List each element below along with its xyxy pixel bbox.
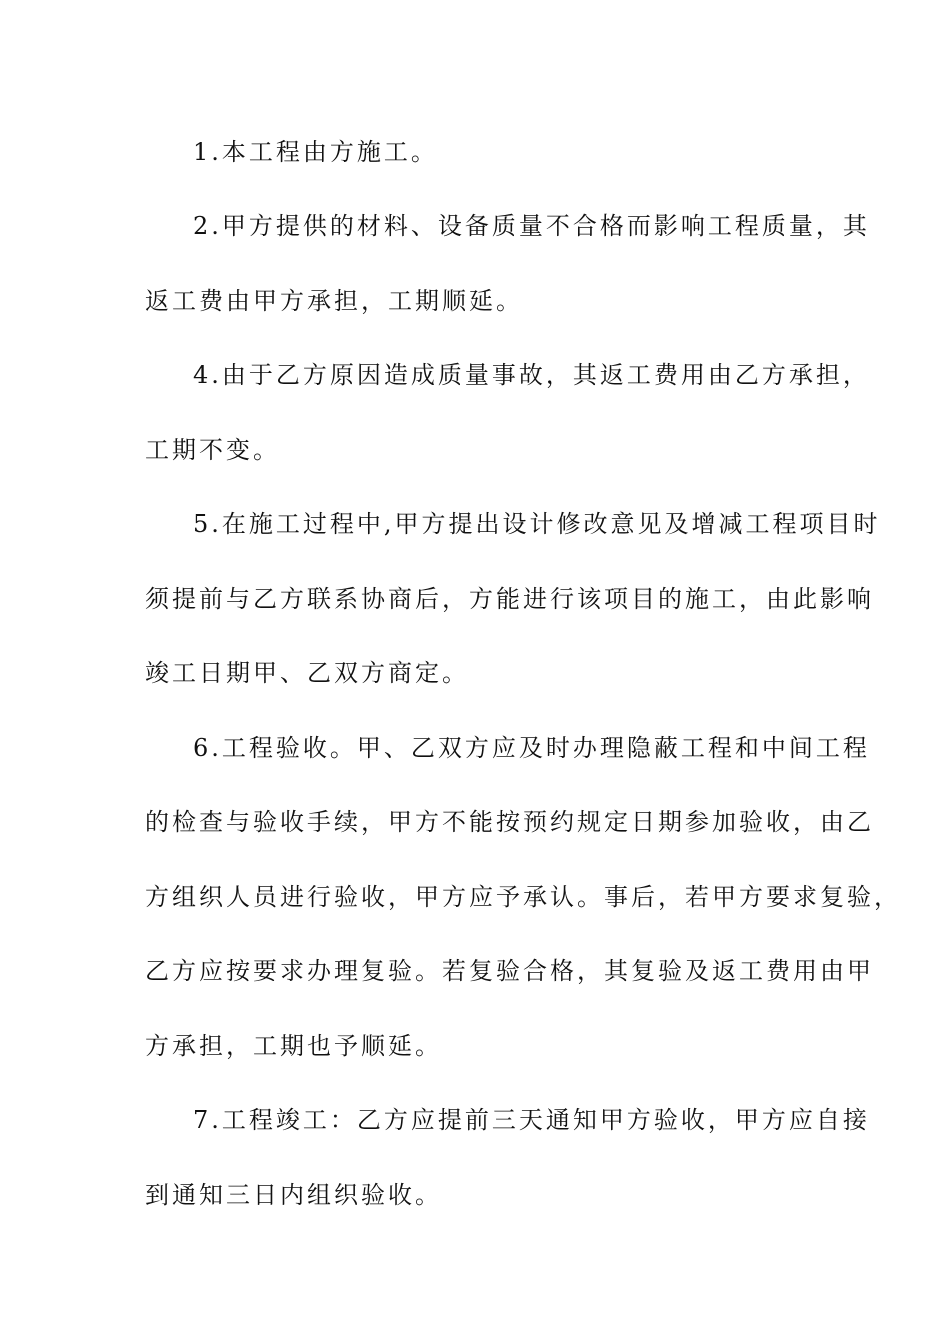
- clause-5-line-2: 须提前与乙方联系协商后，方能进行该项目的施工，由此影响: [145, 585, 874, 613]
- clause-4-line-1: 4.由于乙方原因造成质量事故，其返工费用由乙方承担，: [193, 361, 870, 389]
- clause-6-line-3: 方组织人员进行验收，甲方应予承认。事后，若甲方要求复验，: [145, 883, 901, 911]
- clause-6-line-2: 的检查与验收手续，甲方不能按预约规定日期参加验收，由乙: [145, 808, 874, 836]
- clause-6-line-1: 6.工程验收。甲、乙双方应及时办理隐蔽工程和中间工程: [193, 734, 870, 762]
- clause-2-line-1: 2.甲方提供的材料、设备质量不合格而影响工程质量，其: [193, 212, 870, 240]
- clause-7-line-2: 到通知三日内组织验收。: [145, 1181, 442, 1209]
- clause-2-line-2: 返工费由甲方承担，工期顺延。: [145, 287, 523, 315]
- clause-5-line-1: 5.在施工过程中,甲方提出设计修改意见及增减工程项目时: [193, 510, 881, 538]
- clause-1-line-1: 1.本工程由方施工。: [193, 138, 438, 166]
- clause-7-line-1: 7.工程竣工：乙方应提前三天通知甲方验收，甲方应自接: [193, 1106, 870, 1134]
- clause-4-line-2: 工期不变。: [145, 436, 280, 464]
- clause-6-line-4: 乙方应按要求办理复验。若复验合格，其复验及返工费用由甲: [145, 957, 874, 985]
- clause-5-line-3: 竣工日期甲、乙双方商定。: [145, 659, 469, 687]
- clause-6-line-5: 方承担，工期也予顺延。: [145, 1032, 442, 1060]
